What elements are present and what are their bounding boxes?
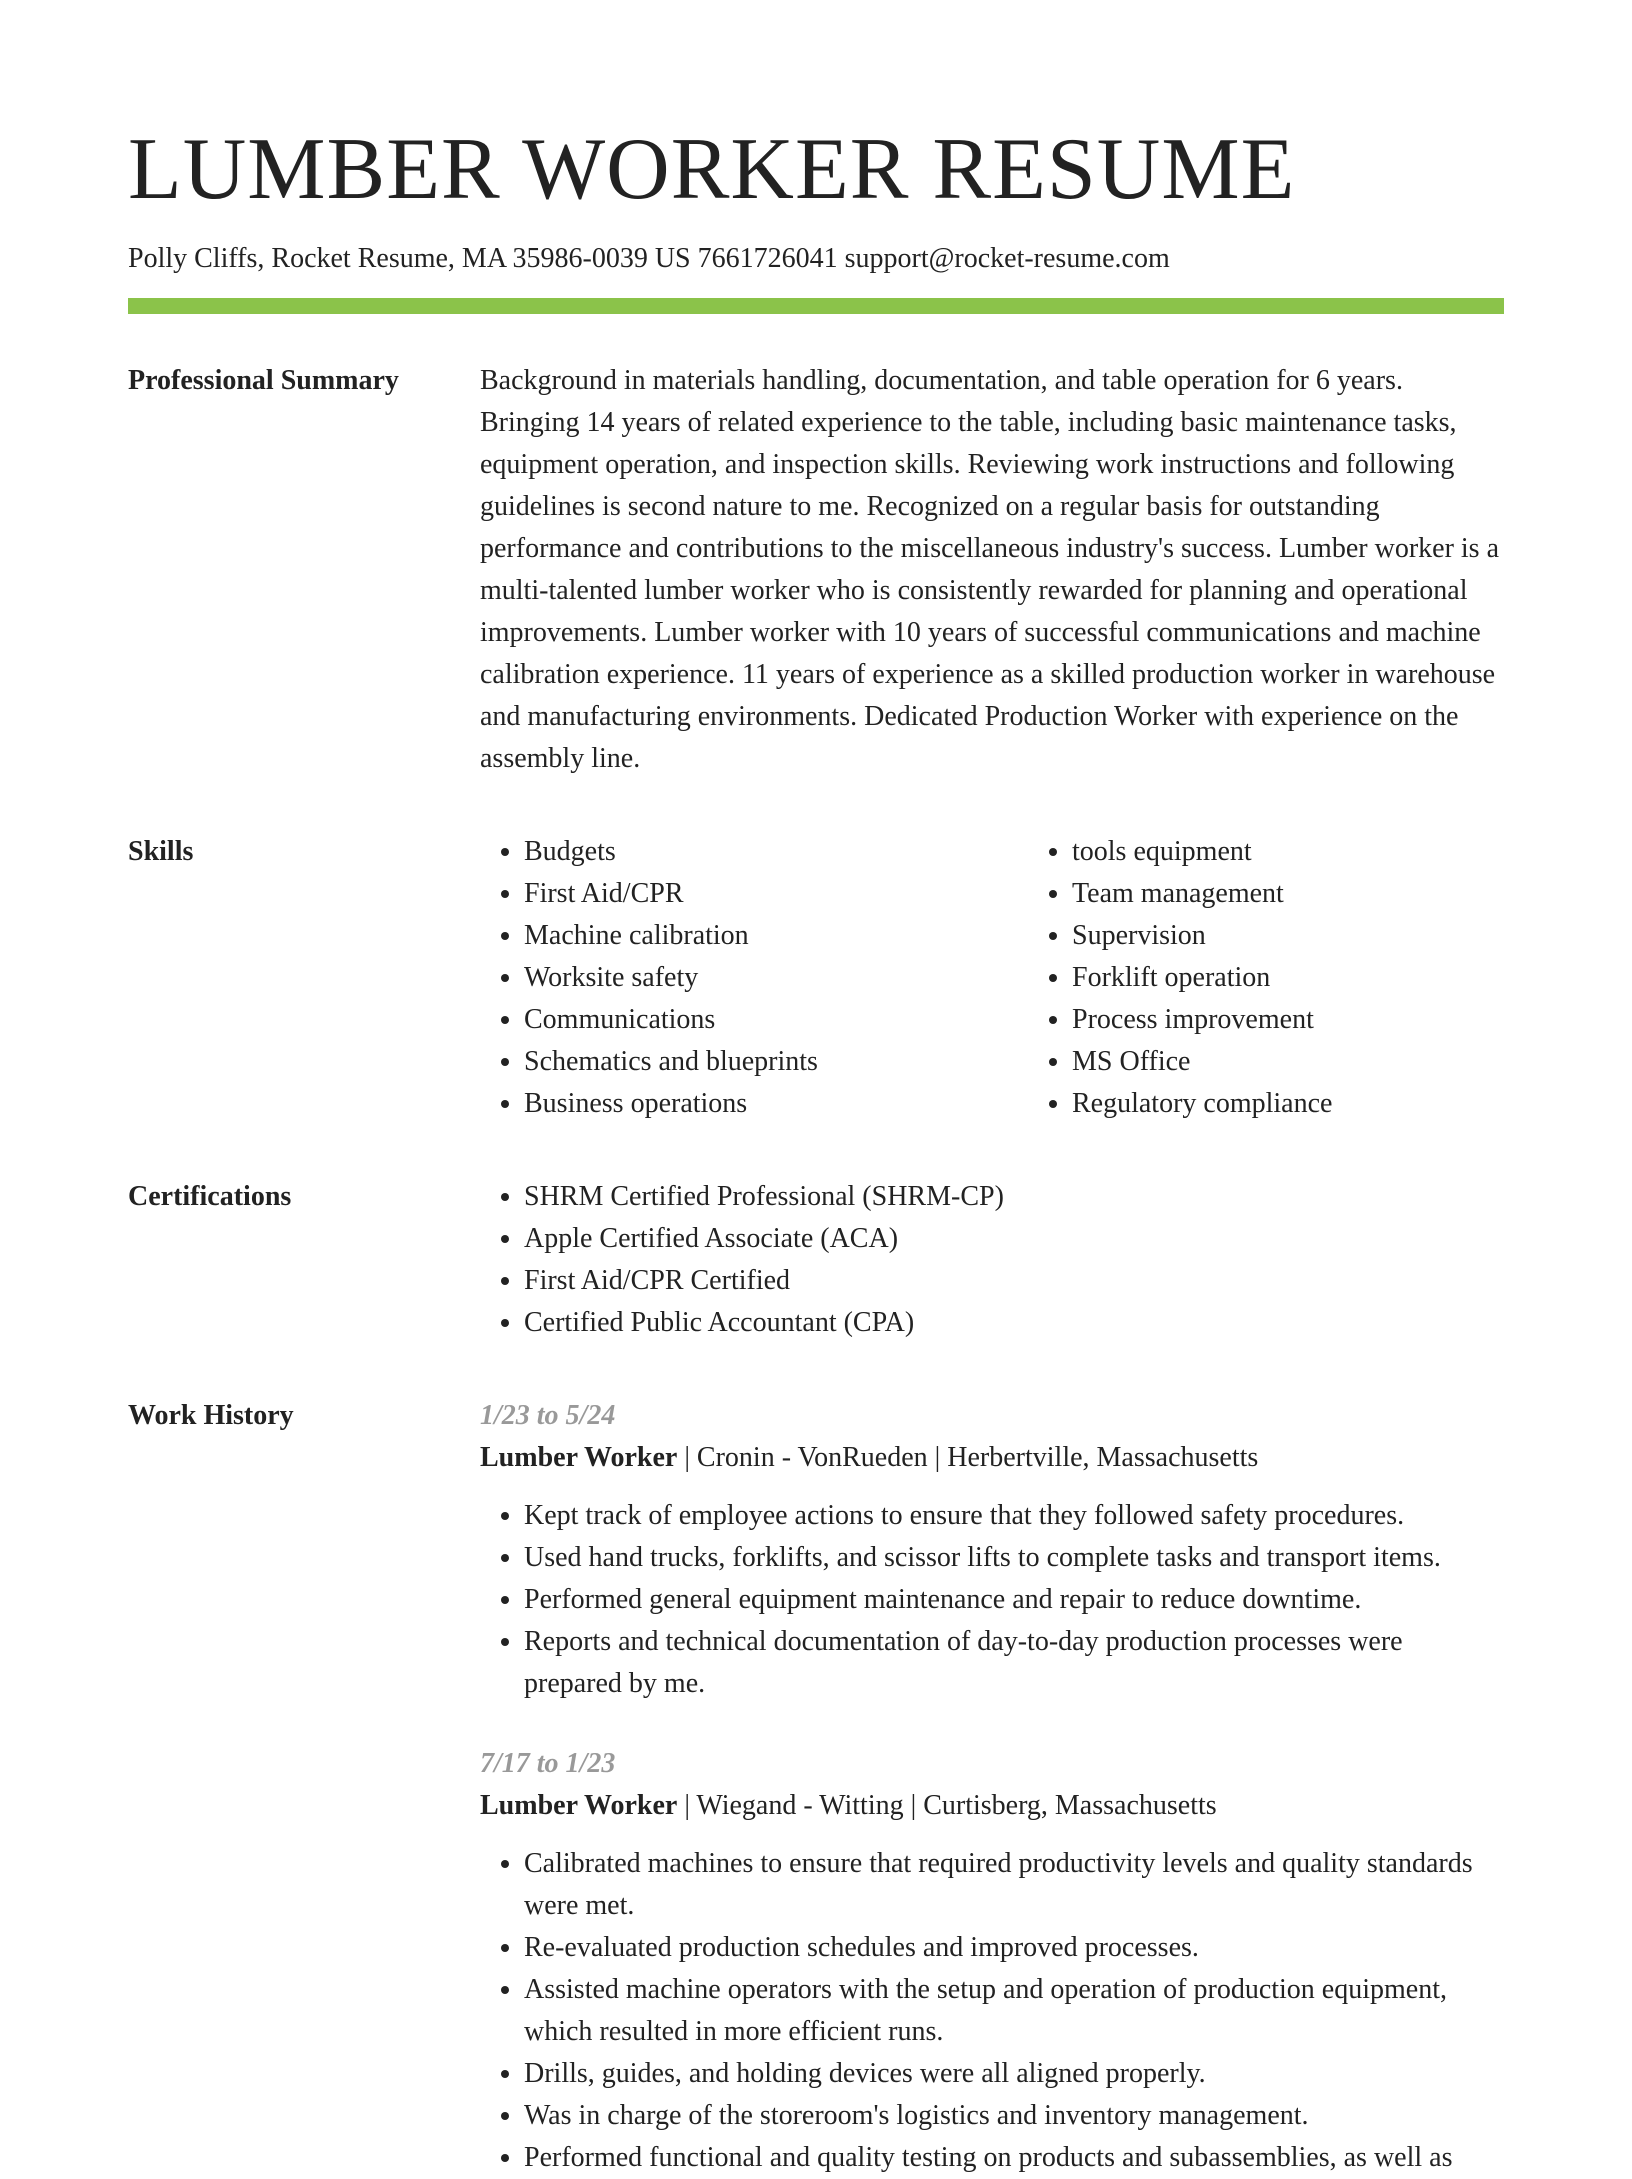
skill-item: • Regulatory compliance [1072,1083,1576,1125]
job-title: Lumber Worker [480,1790,678,1821]
skill-item: • Machine calibration [524,915,1028,957]
resume-page [128,0,1504,2179]
summary-section [128,360,1504,780]
job-date: 1/23 to 5/24 [480,1400,616,1431]
certification-item: • Certified Public Accountant (CPA) [524,1302,1504,1344]
skill-item: • Schematics and blueprints [524,1041,1028,1083]
job-date: 7/17 to 1/23 [480,1748,616,1779]
accent-divider [128,298,1504,314]
skills-list-left [480,831,1028,1125]
section-label-work-history: Work History [128,1400,294,1431]
skill-item: • Worksite safety [524,957,1028,999]
job-bullets [480,1495,1504,1705]
skill-item: • tools equipment [1072,831,1576,873]
skills-section [128,831,1504,1125]
job-bullet: • Calibrated machines to ensure that required productivity levels and quality standards were met. [524,1843,1504,1927]
job-title: Lumber Worker [480,1442,678,1473]
skill-item: • Budgets [524,831,1028,873]
skill-item: • Business operations [524,1083,1028,1125]
certifications-section [128,1176,1504,1344]
job-bullet: • Drills, guides, and holding devices were all aligned properly. [524,2053,1504,2095]
section-label-summary: Professional Summary [128,365,399,396]
skills-columns [480,831,1576,1125]
skill-item: • Process improvement [1072,999,1576,1041]
job-bullets [480,1843,1504,2179]
section-label-skills: Skills [128,836,194,867]
certifications-body [480,1176,1504,1344]
certification-item: • SHRM Certified Professional (SHRM-CP) [524,1176,1504,1218]
job-bullet: • Re-evaluated production schedules and improved processes. [524,1927,1504,1969]
job-bullet: • Performed general equipment maintenance and repair to reduce downtime. [524,1579,1504,1621]
skill-item: • Team management [1072,873,1576,915]
job-bullet: • Assisted machine operators with the setup and operation of production equipment, which resulted in more efficient runs. [524,1969,1504,2053]
job-details: | Cronin - VonRueden | Herbertville, Massachusetts [677,1442,1259,1473]
job-bullet: • Performed functional and quality testing on products and subassemblies, as well as [524,2137,1504,2179]
section-label-certifications: Certifications [128,1181,292,1212]
skill-item: • Communications [524,999,1028,1041]
job-entry [480,1743,1504,2179]
resume-title: LUMBER WORKER RESUME [128,121,1296,218]
work-history-section [128,1395,1504,2179]
job-heading [480,1437,1504,1479]
skill-item: • Forklift operation [1072,957,1576,999]
skill-item: • First Aid/CPR [524,873,1028,915]
certifications-list [480,1176,1504,1344]
skill-item: • Supervision [1072,915,1576,957]
job-bullet: • Kept track of employee actions to ensure that they followed safety procedures. [524,1495,1504,1537]
job-bullet: • Was in charge of the storeroom's logistics and inventory management. [524,2095,1504,2137]
certification-item: • Apple Certified Associate (ACA) [524,1218,1504,1260]
summary-text: Background in materials handling, documentation, and table operation for 6 years. Bringing 14 years of related experience to the table, including basic maintenance tasks, equipment operation, and inspection skills. Reviewing work instructions and following guidelines is second nature to me. Recognized on a regular basis for outstanding performance and contributions to the miscellaneous industry's success. Lumber worker is a multi-talented lumber worker who is consistently rewarded for planning and operational improvements. Lumber worker with 10 years of successful communications and machine calibration experience. 11 years of experience as a skilled production worker in warehouse and manufacturing environments. Dedicated Production Worker with experience on the assembly line. [480,365,1499,774]
certification-item: • First Aid/CPR Certified [524,1260,1504,1302]
contact-line: Polly Cliffs, Rocket Resume, MA 35986-0039 US 7661726041 support@rocket-resume.com [128,243,1170,274]
skill-item: • MS Office [1072,1041,1576,1083]
summary-body [480,360,1504,780]
work-history-body [480,1395,1504,2179]
job-entry [480,1395,1504,1705]
skills-list-right [1028,831,1576,1125]
job-bullet: • Used hand trucks, forklifts, and scissor lifts to complete tasks and transport items. [524,1537,1504,1579]
job-heading [480,1785,1504,1827]
job-bullet: • Reports and technical documentation of day-to-day production processes were prepared by me. [524,1621,1504,1705]
job-details: | Wiegand - Witting | Curtisberg, Massachusetts [677,1790,1217,1821]
